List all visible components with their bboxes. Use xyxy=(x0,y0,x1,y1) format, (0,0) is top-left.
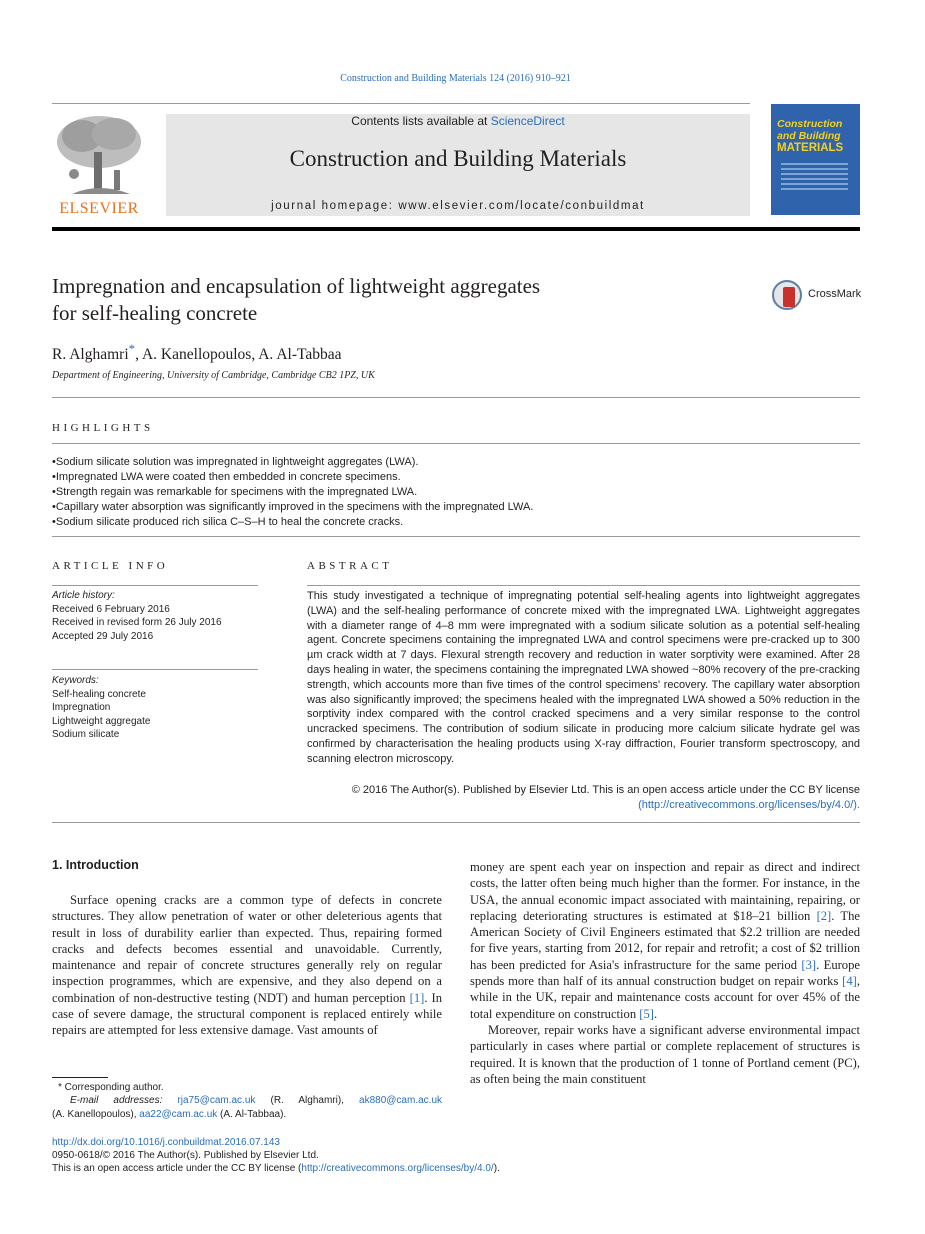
article-title xyxy=(52,273,692,327)
keyword-item: Sodium silicate xyxy=(52,729,120,740)
copyright-text: © 2016 The Author(s). Published by Elsevier Ltd. This is an open access article under the CC BY license xyxy=(351,784,860,796)
email-name-1: (R. Alghamri), xyxy=(270,1095,344,1107)
other-authors: , A. Kanellopoulos, A. Al-Tabbaa xyxy=(135,346,342,364)
license-link[interactable]: (http://creativecommons.org/licenses/by/4.0/). xyxy=(638,798,860,811)
page-footer xyxy=(52,1136,500,1175)
sciencedirect-link[interactable]: ScienceDirect xyxy=(490,114,565,128)
article-info-heading: ARTICLE INFO xyxy=(52,560,169,572)
journal-cover-thumbnail xyxy=(771,104,860,215)
affiliation: Department of Engineering, University of Cambridge, Cambridge CB2 1PZ, UK xyxy=(52,370,375,381)
journal-homepage[interactable]: journal homepage: www.elsevier.com/locate/conbuildmat xyxy=(271,200,645,212)
citation-5[interactable]: [5] xyxy=(639,1006,654,1021)
rule-below-abstract xyxy=(52,822,860,823)
history-label: Article history: xyxy=(52,590,115,601)
highlights-list xyxy=(52,455,860,530)
license-line xyxy=(52,1162,500,1175)
keyword-item: Impregnation xyxy=(52,702,111,713)
email-name-2: (A. Kanellopoulos), xyxy=(52,1108,137,1120)
keyword-item: Self-healing concrete xyxy=(52,688,146,700)
email-link-1[interactable]: rja75@cam.ac.uk xyxy=(177,1095,256,1107)
title-line-2: for self-healing concrete xyxy=(52,301,258,325)
intro-p1-text: Surface opening cracks are a common type of defects in concrete structures. They allow penetration of water or other deleterious agents that result in loss of durability earlier than expected. Thus, repairing formed cracks and defects becomes essential and unavoidable. Currently, maintenance and repair of concrete structures generally rely on regular inspection programmes, which are expensive, and they also depend on a combination of non-destructive testing (NDT) and human perception xyxy=(52,893,442,1005)
left-column-body xyxy=(52,892,442,1039)
author-1: R. Alghamri xyxy=(52,346,129,364)
footer-license-link[interactable]: http://creativecommons.org/licenses/by/4.0/ xyxy=(301,1163,494,1174)
license-suffix: ). xyxy=(493,1163,500,1174)
keywords xyxy=(52,674,258,742)
cover-title-line3: MATERIALS xyxy=(777,142,844,154)
header-thick-rule xyxy=(52,227,860,231)
right-column-body xyxy=(470,859,860,1087)
highlight-item: • Impregnated LWA were coated then embedded in concrete specimens. xyxy=(52,470,860,485)
intro-paragraph-2 xyxy=(470,859,860,1022)
abstract-rule xyxy=(307,585,860,586)
rule-above-highlights xyxy=(52,397,860,398)
contents-prefix: Contents lists available at xyxy=(351,114,491,128)
email-line xyxy=(52,1094,442,1107)
intro-p2d-text: , while in the UK, repair and maintenance costs account for over 45% of the total expenditure on construction xyxy=(470,974,860,1021)
email-label: E-mail addresses: xyxy=(70,1095,163,1107)
author-list xyxy=(52,341,342,364)
highlight-item: • Sodium silicate solution was impregnated in lightweight aggregates (LWA). xyxy=(52,455,860,470)
crossmark-icon xyxy=(772,280,802,310)
license-prefix: This is an open access article under the CC BY license ( xyxy=(52,1163,302,1174)
citation-2[interactable]: [2] xyxy=(816,908,832,923)
corresponding-author-note: * Corresponding author. xyxy=(58,1082,164,1093)
cover-title-line2: and Building xyxy=(777,130,841,142)
footnote xyxy=(52,1081,442,1121)
accepted-date: Accepted 29 July 2016 xyxy=(52,630,154,642)
journal-title: Construction and Building Materials xyxy=(289,146,627,171)
highlight-item: • Sodium silicate produced rich silica C–S–H to heal the concrete cracks. xyxy=(52,515,860,530)
cover-title-line1: Construction xyxy=(777,118,843,130)
intro-p2e-text: . xyxy=(653,1006,658,1021)
email-link-2[interactable]: ak880@cam.ac.uk xyxy=(359,1095,442,1107)
abstract-text: This study investigated a technique of impregnating potential self-healing agents into lightweight aggregates (LWA) and the self-healing performance of concrete mixed with the impregnated LWA. Lightweight aggregates with a diameter range of 4–8 mm were impregnated with a sodium silicate solution as a potential self-healing agent. Concrete specimens containing the impregnated LWA and control specimens were pre-cracked up to 300 µm crack width at 7 days. Flexural strength recovery and reduction in water sorptivity were examined. After 28 days healing in water, the specimens containing the impregnated LWA showed ~80% recovery of the pre-cracking strength, which accounts more than five times of the control specimens' recovery. The capillary water absorption was also significantly improved; the specimens healed with the impregnated LWA showed a 50% reduction in the sorptivity index compared with the control cracked specimens and a very similar response to the control uncracked specimens. The contribution of sodium silicate in producing more calcium silicate hydrate gel was confirmed by characterisation the healing products using X-ray diffraction, Fourier transform spectroscopy, and scanning electron microscopy. xyxy=(307,590,860,765)
intro-p2a-text: money are spent each year on inspection and repair as direct and indirect costs, the latter often being much higher than the former. For instance, in the USA, the annual economic impact associated with maintaining, repairing, or replacing deteriorating structures is estimated at $18–21 billion xyxy=(470,860,860,923)
keywords-label: Keywords: xyxy=(52,675,99,686)
article-history xyxy=(52,589,258,643)
doi-link[interactable]: http://dx.doi.org/10.1016/j.conbuildmat.2016.07.143 xyxy=(52,1137,280,1148)
email-name-3: (A. Al-Tabbaa). xyxy=(220,1108,287,1120)
abstract-heading: ABSTRACT xyxy=(307,560,393,572)
crossmark-label: CrossMark xyxy=(808,288,862,300)
abstract-copyright xyxy=(307,783,860,813)
contents-line xyxy=(166,114,750,128)
email-line-2 xyxy=(52,1108,442,1121)
highlights-heading: HIGHLIGHTS xyxy=(52,422,154,434)
section-heading-introduction: 1. Introduction xyxy=(52,858,139,872)
citation-4[interactable]: [4] xyxy=(842,974,857,989)
intro-paragraph-1 xyxy=(52,892,442,1039)
citation-3[interactable]: [3] xyxy=(801,957,817,972)
keywords-rule xyxy=(52,669,258,670)
received-date: Received 6 February 2016 xyxy=(52,603,170,615)
header-top-rule xyxy=(52,103,750,104)
title-line-1: Impregnation and encapsulation of lightweight aggregates xyxy=(52,274,541,298)
highlight-item: • Capillary water absorption was significantly improved in the specimens with the impregnated LWA. xyxy=(52,500,860,515)
intro-p2c-text: . Europe spends more than half of its annual construction budget on repair works xyxy=(470,957,860,989)
intro-paragraph-3: Moreover, repair works have a significant adverse environmental impact particularly in cases where partial or complete replacement of structures is required. It is known that the production of 1 tonne of Portland cement (PC), as often being the main constituent xyxy=(470,1022,860,1086)
crossmark-button[interactable] xyxy=(772,280,862,312)
citation-1[interactable]: [1] xyxy=(409,990,425,1005)
journal-reference[interactable]: Construction and Building Materials 124 (2016) 910–921 xyxy=(340,73,571,84)
intro-p2b-text: . The American Society of Civil Engineers estimated that $2.2 trillion are needed for five years, starting from 2012, for repair and retrofit; a cost of $2 trillion has been predicted for Asia's infrastructure for the same period xyxy=(470,908,860,972)
corresponding-author-marker[interactable]: * xyxy=(128,341,136,356)
rule-below-highlights xyxy=(52,536,860,537)
rule-below-highlights-heading xyxy=(52,443,860,444)
issn-line: 0950-0618/© 2016 The Author(s). Published by Elsevier Ltd. xyxy=(52,1150,319,1161)
footnote-rule xyxy=(52,1077,108,1078)
keyword-item: Lightweight aggregate xyxy=(52,715,151,727)
revised-date: Received in revised form 26 July 2016 xyxy=(52,617,222,628)
intro-p1b-text: . In case of severe damage, the structural component is replaced entirely while repairs are attempted for less extensive damage. Vast amounts of xyxy=(52,990,442,1038)
cover-text-lines xyxy=(777,163,856,190)
email-link-3[interactable]: aa22@cam.ac.uk xyxy=(139,1108,218,1120)
elsevier-wordmark: ELSEVIER xyxy=(59,200,139,217)
article-info-rule xyxy=(52,585,258,586)
highlight-item: • Strength regain was remarkable for specimens with the impregnated LWA. xyxy=(52,485,860,500)
